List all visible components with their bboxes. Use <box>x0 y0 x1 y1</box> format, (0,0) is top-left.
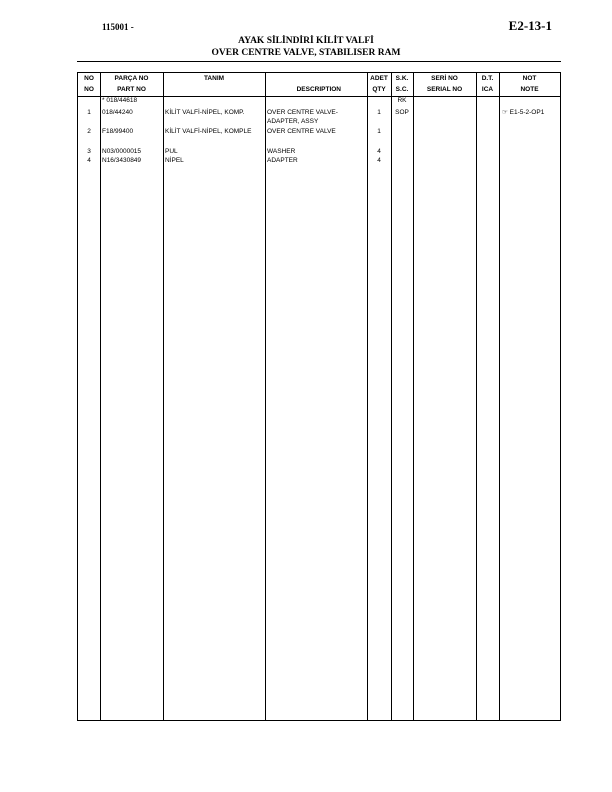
header-note-tr: NOT <box>522 75 537 82</box>
document-code: 115001 - <box>102 22 134 32</box>
header-no-en: NO <box>84 86 94 93</box>
header-no <box>78 73 100 95</box>
row-tanim: KİLİT VALFİ-NİPEL, KOMPLE <box>165 128 252 135</box>
header-part <box>100 73 163 95</box>
parts-table <box>77 72 561 721</box>
column-divider <box>499 73 500 720</box>
column-divider <box>163 73 164 720</box>
row-sc: SOP <box>395 109 409 116</box>
header-sc <box>391 73 413 95</box>
header-serial-en: SERIAL NO <box>426 86 463 93</box>
header-qty-tr: ADET <box>370 75 388 82</box>
row-sc: RK <box>397 97 407 104</box>
row-no: 3 <box>87 148 91 155</box>
title-turkish: AYAK SİLİNDİRİ KİLİT VALFİ <box>238 36 374 46</box>
header-part-en: PART NO <box>117 86 146 93</box>
header-no-tr: NO <box>84 75 94 82</box>
column-divider <box>100 73 101 720</box>
row-description-cont: ADAPTER, ASSY <box>267 118 319 125</box>
header-divider <box>78 96 560 97</box>
row-qty: 1 <box>377 128 381 135</box>
header-part-tr: PARÇA NO <box>114 75 149 82</box>
column-divider <box>413 73 414 720</box>
header-sc-en: S.C. <box>395 86 409 93</box>
column-divider <box>367 73 368 720</box>
header-tanim: TANIM <box>203 75 225 82</box>
row-tanim: NİPEL <box>165 157 184 164</box>
title-rule <box>77 61 561 62</box>
row-qty: 1 <box>377 109 381 116</box>
header-description-text: DESCRIPTION <box>296 86 341 93</box>
header-dt-tr: D.T. <box>481 75 494 82</box>
header-note <box>499 73 560 95</box>
row-part-no: 018/44240 <box>102 109 133 116</box>
header-qty <box>367 73 391 95</box>
title-english: OVER CENTRE VALVE, STABILISER RAM <box>211 48 401 58</box>
header-qty-en: QTY <box>372 86 386 93</box>
column-divider <box>265 73 266 720</box>
row-no: 2 <box>87 128 91 135</box>
header-sc-tr: S.K. <box>395 75 409 82</box>
page-number: E2-13-1 <box>508 18 552 33</box>
header-dt-en: ICA <box>481 86 494 93</box>
row-tanim: KİLİT VALFİ-NİPEL, KOMP. <box>165 109 245 116</box>
row-description: ADAPTER <box>267 157 298 164</box>
row-no: 4 <box>87 157 91 164</box>
header-note-en: NOTE <box>520 86 539 93</box>
row-note-link[interactable]: ☞ E1-5-2-OP1 <box>502 109 545 116</box>
row-part-no: N03/0000015 <box>102 148 142 155</box>
row-part-no: F18/99400 <box>102 128 134 135</box>
row-no: 1 <box>87 109 91 116</box>
row-description: WASHER <box>267 148 296 155</box>
row-qty: 4 <box>377 157 381 164</box>
header-serial-tr: SERİ NO <box>431 75 458 82</box>
column-divider <box>391 73 392 720</box>
header-serial <box>413 73 476 95</box>
row-part-no: N16/3430849 <box>102 157 142 164</box>
row-description: OVER CENTRE VALVE- <box>267 109 338 116</box>
row-part-no: * 018/44618 <box>102 97 138 104</box>
header-dt <box>476 73 499 95</box>
row-tanim: PUL <box>165 148 178 155</box>
column-divider <box>476 73 477 720</box>
row-description: OVER CENTRE VALVE <box>267 128 336 135</box>
row-qty: 4 <box>377 148 381 155</box>
